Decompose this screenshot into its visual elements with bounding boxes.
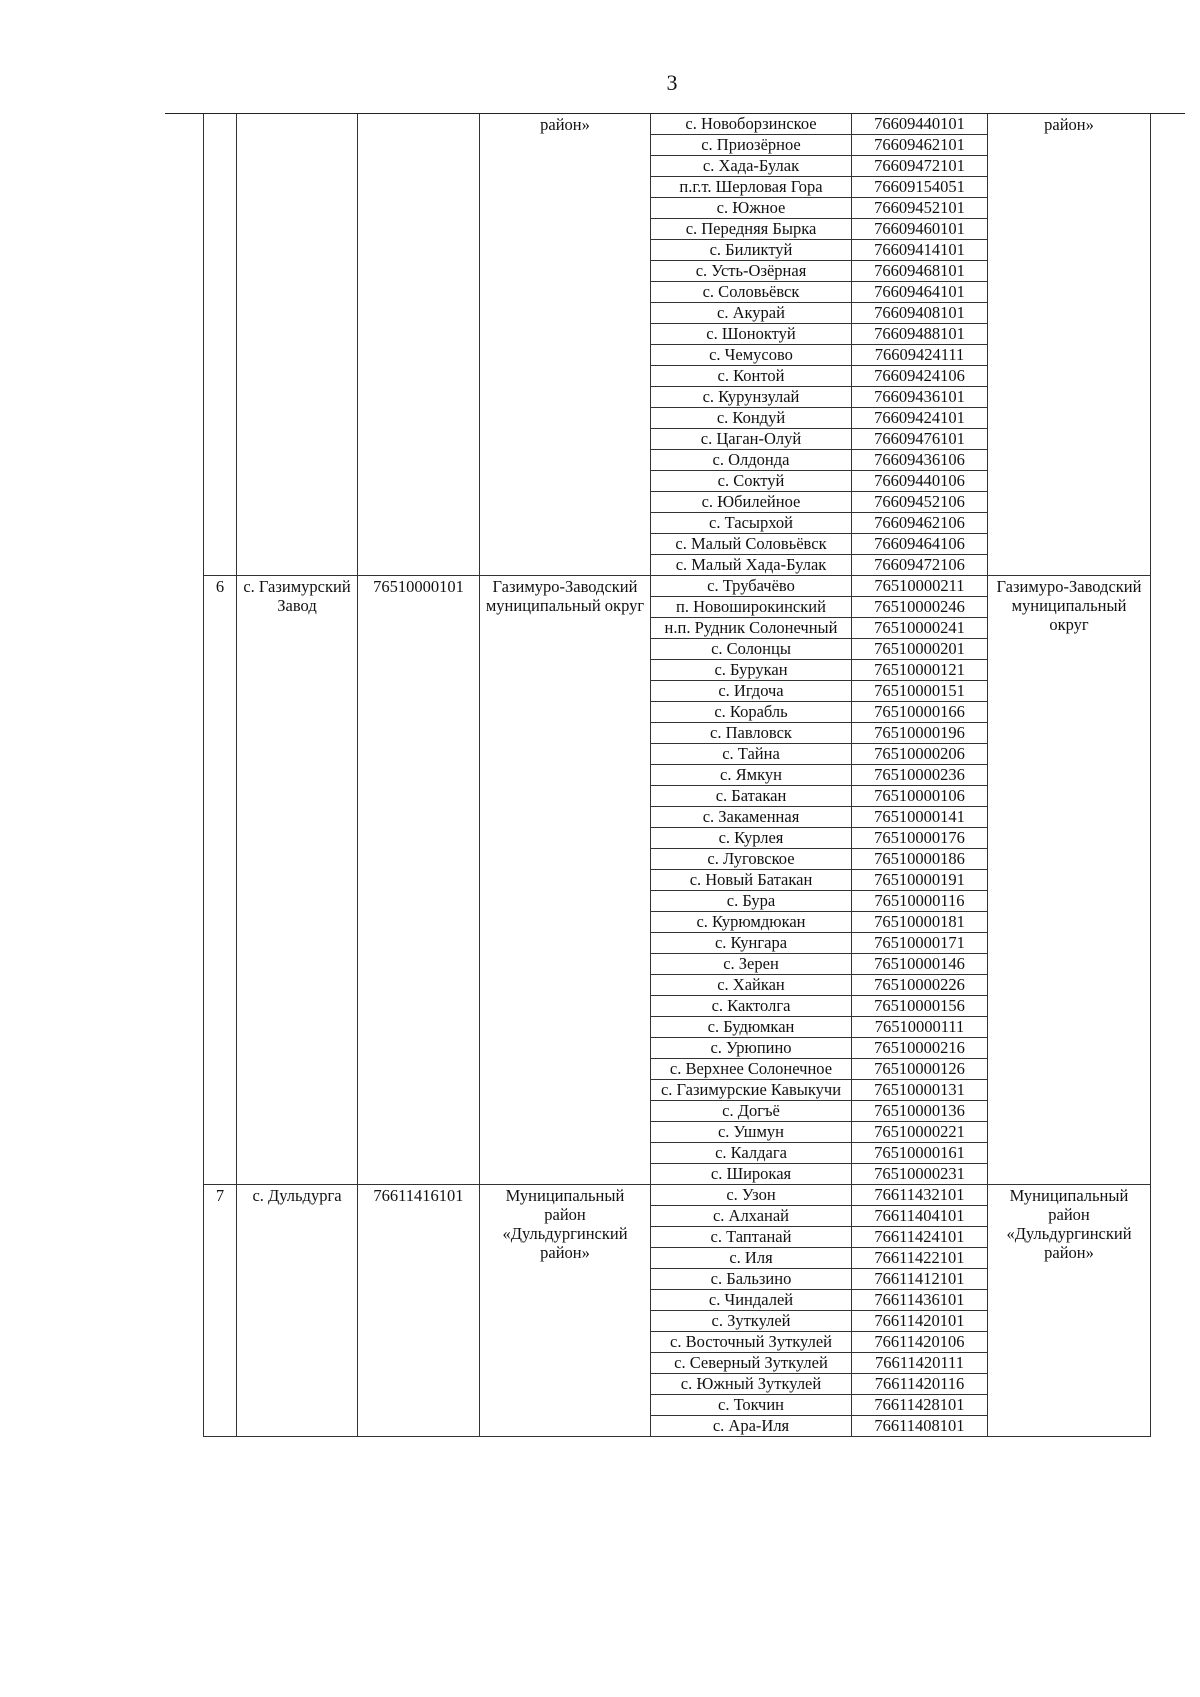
settlement-code-cell: 76510000221 xyxy=(852,1122,988,1143)
settlement-name-cell: с. Верхнее Солонечное xyxy=(651,1059,852,1080)
settlement-code-cell: 76611422101 xyxy=(852,1248,988,1269)
settlement-name-cell: с. Соктуй xyxy=(651,471,852,492)
settlement-name-cell: с. Зерен xyxy=(651,954,852,975)
settlement-name-cell: с. Трубачёво xyxy=(651,576,852,597)
settlement-name-cell: с. Биликтуй xyxy=(651,240,852,261)
settlement-name-cell: с. Восточный Зуткулей xyxy=(651,1332,852,1353)
admin-center-code-cell: 76510000101 xyxy=(358,576,480,1185)
settlement-name-cell: с. Кактолга xyxy=(651,996,852,1017)
admin-center-code-cell xyxy=(358,114,480,576)
settlement-code-cell: 76609424101 xyxy=(852,408,988,429)
settlement-name-cell: с. Контой xyxy=(651,366,852,387)
settlement-code-cell: 76510000186 xyxy=(852,849,988,870)
settlement-name-cell: с. Соловьёвск xyxy=(651,282,852,303)
settlement-name-cell: с. Шоноктуй xyxy=(651,324,852,345)
settlement-name-cell: с. Передняя Бырка xyxy=(651,219,852,240)
settlement-code-cell: 76611428101 xyxy=(852,1395,988,1416)
admin-center-cell xyxy=(237,114,358,576)
settlement-name-cell: с. Кунгара xyxy=(651,933,852,954)
settlement-name-cell: с. Алханай xyxy=(651,1206,852,1227)
district-right-cell: Газимуро-Заводский муниципальный округ xyxy=(988,576,1151,1185)
settlement-name-cell: с. Бура xyxy=(651,891,852,912)
settlement-code-cell: 76510000126 xyxy=(852,1059,988,1080)
settlement-code-cell: 76510000141 xyxy=(852,807,988,828)
settlement-code-cell: 76510000241 xyxy=(852,618,988,639)
settlement-code-cell: 76510000216 xyxy=(852,1038,988,1059)
settlement-name-cell: п. Новоширокинский xyxy=(651,597,852,618)
table-row xyxy=(204,576,1151,597)
settlement-code-cell: 76609424111 xyxy=(852,345,988,366)
settlement-name-cell: с. Новоборзинское xyxy=(651,114,852,135)
settlement-code-cell: 76611404101 xyxy=(852,1206,988,1227)
settlement-name-cell: с. Курлея xyxy=(651,828,852,849)
settlement-code-cell: 76609408101 xyxy=(852,303,988,324)
settlement-code-cell: 76510000136 xyxy=(852,1101,988,1122)
settlement-code-cell: 76510000131 xyxy=(852,1080,988,1101)
settlement-code-cell: 76510000181 xyxy=(852,912,988,933)
settlement-code-cell: 76611436101 xyxy=(852,1290,988,1311)
district-right-cell: район» xyxy=(988,114,1151,576)
settlement-code-cell: 76609462101 xyxy=(852,135,988,156)
settlement-code-cell: 76611420111 xyxy=(852,1353,988,1374)
settlement-name-cell: с. Юбилейное xyxy=(651,492,852,513)
settlement-code-cell: 76510000206 xyxy=(852,744,988,765)
district-right-cell: Муниципальный район «Дульдургинский район» xyxy=(988,1185,1151,1437)
settlement-code-cell: 76510000201 xyxy=(852,639,988,660)
settlement-code-cell: 76609488101 xyxy=(852,324,988,345)
settlement-code-cell: 76510000151 xyxy=(852,681,988,702)
admin-center-cell: с. Газимурский Завод xyxy=(237,576,358,1185)
settlement-code-cell: 76611408101 xyxy=(852,1416,988,1437)
district-cell: район» xyxy=(480,114,651,576)
settlement-name-cell: с. Закаменная xyxy=(651,807,852,828)
settlement-name-cell: с. Курунзулай xyxy=(651,387,852,408)
settlement-name-cell: с. Солонцы xyxy=(651,639,852,660)
settlement-code-cell: 76510000196 xyxy=(852,723,988,744)
settlement-name-cell: с. Акурай xyxy=(651,303,852,324)
settlement-name-cell: с. Газимурские Кавыкучи xyxy=(651,1080,852,1101)
settlement-name-cell: п.г.т. Шерловая Гора xyxy=(651,177,852,198)
settlement-code-cell: 76609436106 xyxy=(852,450,988,471)
page-number: 3 xyxy=(666,70,678,95)
settlement-code-cell: 76611420101 xyxy=(852,1311,988,1332)
settlement-code-cell: 76609472106 xyxy=(852,555,988,576)
settlement-name-cell: с. Ямкун xyxy=(651,765,852,786)
settlement-code-cell: 76609464101 xyxy=(852,282,988,303)
settlement-name-cell: с. Луговское xyxy=(651,849,852,870)
settlement-code-cell: 76609452106 xyxy=(852,492,988,513)
settlement-code-cell: 76609472101 xyxy=(852,156,988,177)
row-number-cell: 6 xyxy=(204,576,237,1185)
settlement-name-cell: с. Малый Хада-Булак xyxy=(651,555,852,576)
district-cell: Муниципальный район «Дульдургинский район» xyxy=(480,1185,651,1437)
settlement-name-cell: с. Ушмун xyxy=(651,1122,852,1143)
settlement-name-cell: с. Батакан xyxy=(651,786,852,807)
settlement-name-cell: с. Догъё xyxy=(651,1101,852,1122)
settlement-name-cell: н.п. Рудник Солонечный xyxy=(651,618,852,639)
settlement-name-cell: с. Олдонда xyxy=(651,450,852,471)
settlement-code-cell: 76510000121 xyxy=(852,660,988,681)
table-row xyxy=(204,114,1151,135)
settlement-code-cell: 76510000236 xyxy=(852,765,988,786)
admin-center-code-cell: 76611416101 xyxy=(358,1185,480,1437)
settlement-code-cell: 76609414101 xyxy=(852,240,988,261)
settlement-name-cell: с. Южное xyxy=(651,198,852,219)
settlement-name-cell: с. Приозёрное xyxy=(651,135,852,156)
settlement-code-cell: 76611412101 xyxy=(852,1269,988,1290)
settlement-code-cell: 76609468101 xyxy=(852,261,988,282)
admin-center-cell: с. Дульдурга xyxy=(237,1185,358,1437)
settlement-code-cell: 76510000171 xyxy=(852,933,988,954)
settlement-code-cell: 76510000106 xyxy=(852,786,988,807)
settlement-code-cell: 76510000161 xyxy=(852,1143,988,1164)
settlement-name-cell: с. Игдоча xyxy=(651,681,852,702)
settlement-code-cell: 76510000226 xyxy=(852,975,988,996)
settlement-code-cell: 76609452101 xyxy=(852,198,988,219)
settlement-code-cell: 76609436101 xyxy=(852,387,988,408)
settlement-name-cell: с. Хада-Булак xyxy=(651,156,852,177)
settlement-code-cell: 76510000231 xyxy=(852,1164,988,1185)
settlement-name-cell: с. Тайна xyxy=(651,744,852,765)
settlement-name-cell: с. Зуткулей xyxy=(651,1311,852,1332)
settlement-name-cell: с. Урюпино xyxy=(651,1038,852,1059)
settlement-code-cell: 76510000116 xyxy=(852,891,988,912)
settlement-name-cell: с. Таптанай xyxy=(651,1227,852,1248)
district-cell: Газимуро-Заводский муниципальный округ xyxy=(480,576,651,1185)
settlement-code-cell: 76510000111 xyxy=(852,1017,988,1038)
settlement-code-cell: 76609476101 xyxy=(852,429,988,450)
settlement-code-cell: 76609154051 xyxy=(852,177,988,198)
settlements-table xyxy=(203,114,1151,1437)
settlement-name-cell: с. Малый Соловьёвск xyxy=(651,534,852,555)
settlement-name-cell: с. Южный Зуткулей xyxy=(651,1374,852,1395)
settlement-name-cell: с. Бурукан xyxy=(651,660,852,681)
settlement-code-cell: 76609440106 xyxy=(852,471,988,492)
settlement-code-cell: 76609464106 xyxy=(852,534,988,555)
settlement-code-cell: 76609460101 xyxy=(852,219,988,240)
settlement-name-cell: с. Узон xyxy=(651,1185,852,1206)
row-number-cell xyxy=(204,114,237,576)
settlement-name-cell: с. Корабль xyxy=(651,702,852,723)
settlement-name-cell: с. Павловск xyxy=(651,723,852,744)
settlement-name-cell: с. Бальзино xyxy=(651,1269,852,1290)
settlement-name-cell: с. Усть-Озёрная xyxy=(651,261,852,282)
settlement-code-cell: 76611424101 xyxy=(852,1227,988,1248)
settlement-name-cell: с. Широкая xyxy=(651,1164,852,1185)
table-row xyxy=(204,1185,1151,1206)
settlement-code-cell: 76609462106 xyxy=(852,513,988,534)
settlement-code-cell: 76611420106 xyxy=(852,1332,988,1353)
settlement-code-cell: 76611420116 xyxy=(852,1374,988,1395)
settlement-name-cell: с. Чемусово xyxy=(651,345,852,366)
settlement-code-cell: 76510000166 xyxy=(852,702,988,723)
row-number-cell: 7 xyxy=(204,1185,237,1437)
settlement-code-cell: 76609440101 xyxy=(852,114,988,135)
settlement-name-cell: с. Северный Зуткулей xyxy=(651,1353,852,1374)
table-body xyxy=(204,114,1151,1437)
settlement-code-cell: 76510000191 xyxy=(852,870,988,891)
settlement-name-cell: с. Курюмдюкан xyxy=(651,912,852,933)
settlement-code-cell: 76510000246 xyxy=(852,597,988,618)
settlement-name-cell: с. Кондуй xyxy=(651,408,852,429)
settlement-name-cell: с. Иля xyxy=(651,1248,852,1269)
settlement-name-cell: с. Тасырхой xyxy=(651,513,852,534)
settlement-name-cell: с. Будюмкан xyxy=(651,1017,852,1038)
settlement-name-cell: с. Новый Батакан xyxy=(651,870,852,891)
settlement-code-cell: 76510000146 xyxy=(852,954,988,975)
settlement-code-cell: 76510000156 xyxy=(852,996,988,1017)
settlement-name-cell: с. Хайкан xyxy=(651,975,852,996)
settlement-name-cell: с. Токчин xyxy=(651,1395,852,1416)
settlement-name-cell: с. Цаган-Олуй xyxy=(651,429,852,450)
settlement-code-cell: 76510000211 xyxy=(852,576,988,597)
settlement-name-cell: с. Калдага xyxy=(651,1143,852,1164)
settlement-name-cell: с. Ара-Иля xyxy=(651,1416,852,1437)
settlement-code-cell: 76609424106 xyxy=(852,366,988,387)
settlement-code-cell: 76611432101 xyxy=(852,1185,988,1206)
settlement-code-cell: 76510000176 xyxy=(852,828,988,849)
settlement-name-cell: с. Чиндалей xyxy=(651,1290,852,1311)
